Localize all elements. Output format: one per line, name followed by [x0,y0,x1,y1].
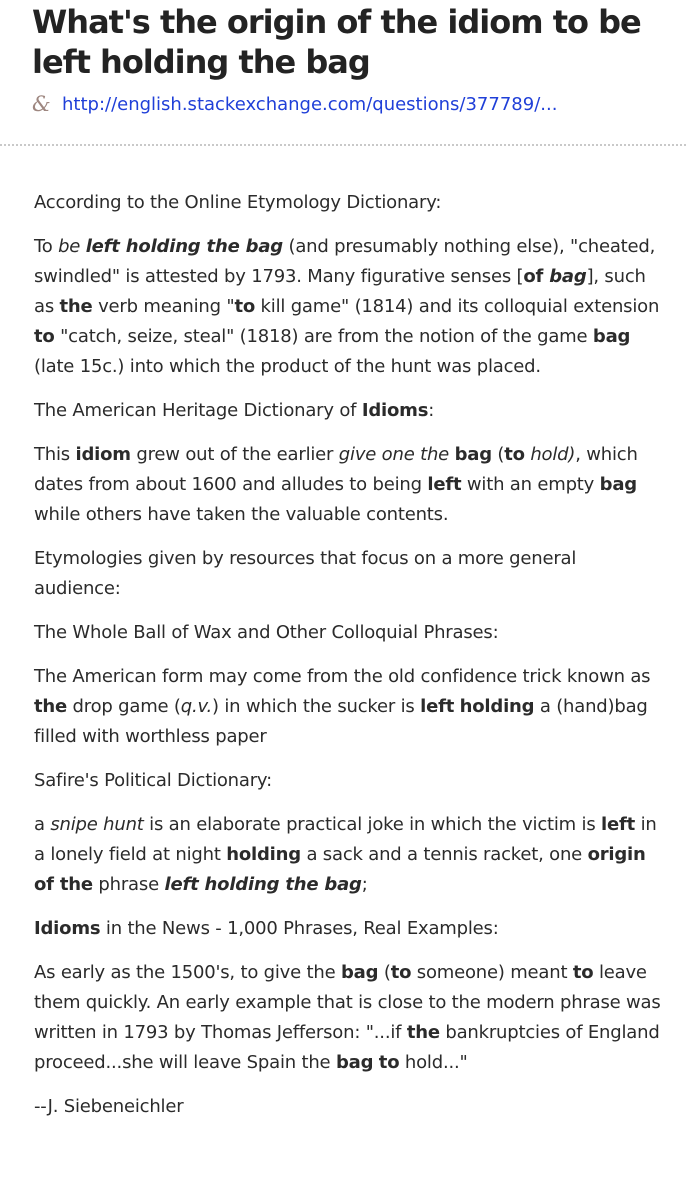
text-run: with an empty [461,474,600,495]
text-run: to [34,326,55,347]
answer-body [0,146,686,1122]
text-run: According to the Online Etymology Dictionary: [34,192,442,213]
text-run: bag [549,266,587,287]
text-run: snipe hunt [50,814,144,835]
text-run: ( [491,444,505,465]
text-run: left holding the bag [164,874,362,895]
text-run: is an elaborate practical joke in which the victim is [143,814,602,835]
text-run: origin of the [34,844,646,895]
text-run: bankruptcies of England proceed...she will leave Spain the [34,1022,660,1073]
answer-header [0,2,686,116]
text-run: left holding the bag [85,236,283,257]
text-run: left [601,814,636,835]
paragraph [34,440,664,530]
text-run: (and presumably nothing else), "cheated, swindled" is attested by 1793. Many figurative senses [ [34,236,656,287]
text-run: holding [226,844,301,865]
text-run: "catch, seize, steal" (1818) are from the notion of the game [54,326,593,347]
ampersand-link-icon: & [32,92,51,116]
paragraph [34,618,664,648]
text-run: to [234,296,256,317]
paragraph [34,914,664,944]
paragraph [34,544,664,604]
text-run: ], such as [34,266,646,317]
text-run: the [406,1022,440,1043]
paragraph [34,662,664,752]
text-run: (late 15c.) into which the product of the hunt was placed. [34,356,541,377]
text-run: : [428,400,435,421]
text-run: Etymologies given by resources that focus on a more general audience: [34,548,577,599]
text-run: hold..." [399,1052,468,1073]
text-run: verb meaning " [92,296,235,317]
text-run: be [58,236,86,257]
text-run: bag [335,1052,374,1073]
text-run: drop game ( [67,696,181,717]
text-run: As early as the 1500's, to give the [34,962,341,983]
signature: --J. Siebeneichler [34,1096,184,1117]
text-run: ( [378,962,391,983]
text-run: bag [599,474,637,495]
text-run: ; [361,874,368,895]
text-run: to [390,962,412,983]
text-run: someone) meant [411,962,573,983]
text-run: while others have taken the valuable contents. [34,504,449,525]
text-run: a (hand)bag filled with worthless paper [34,696,648,747]
text-run: holding [459,696,535,717]
text-run: left [420,696,455,717]
text-run: Idioms [361,400,429,421]
text-run: bag [592,326,631,347]
text-run: a [34,814,51,835]
text-run: To [34,236,59,257]
text-run: in a lonely field at night [34,814,657,865]
text-run: left [427,474,462,495]
page-title: What's the origin of the idiom to be left holding the bag [32,3,641,81]
text-run: The American Heritage Dictionary of [34,400,362,421]
source-link-url[interactable]: http://english.stackexchange.com/questions/377789/... [62,93,558,115]
text-run: This [34,444,76,465]
text-run: the [59,296,93,317]
paragraph [34,232,664,382]
text-run: Idioms [34,918,101,939]
text-run: bag [454,444,492,465]
text-run: to [504,444,525,465]
text-run: Safire's Political Dictionary: [34,770,272,791]
text-run: of [523,266,550,287]
text-run: in the News - 1,000 Phrases, Real Examples: [100,918,499,939]
text-run: leave them quickly. An early example that is close to the modern phrase was written in 1793 by Thomas Jefferson: "...if [34,962,661,1043]
text-run: the [34,696,68,717]
paragraph-list [34,188,664,1078]
text-run: kill game" (1814) and its colloquial extension [255,296,660,317]
text-run: q.v. [180,696,213,717]
text-run: grew out of the earlier [130,444,339,465]
text-run: The Whole Ball of Wax and Other Colloquial Phrases: [34,622,499,643]
text-run: phrase [92,874,165,895]
text-run: a sack and a tennis racket, one [300,844,588,865]
text-run: , which dates from about 1600 and alludes to being [34,444,638,495]
text-run: give one the [338,444,455,465]
paragraph [34,958,664,1078]
text-run: idiom [75,444,131,465]
paragraph [34,766,664,796]
paragraph [34,810,664,900]
text-run: hold) [524,444,576,465]
text-run: ) in which the sucker is [212,696,421,717]
text-run: to [378,1052,400,1073]
text-run: to [572,962,594,983]
text-run: bag [341,962,379,983]
paragraph [34,188,664,218]
paragraph [34,396,664,426]
source-link[interactable] [32,92,668,116]
text-run: The American form may come from the old confidence trick known as [34,666,651,687]
